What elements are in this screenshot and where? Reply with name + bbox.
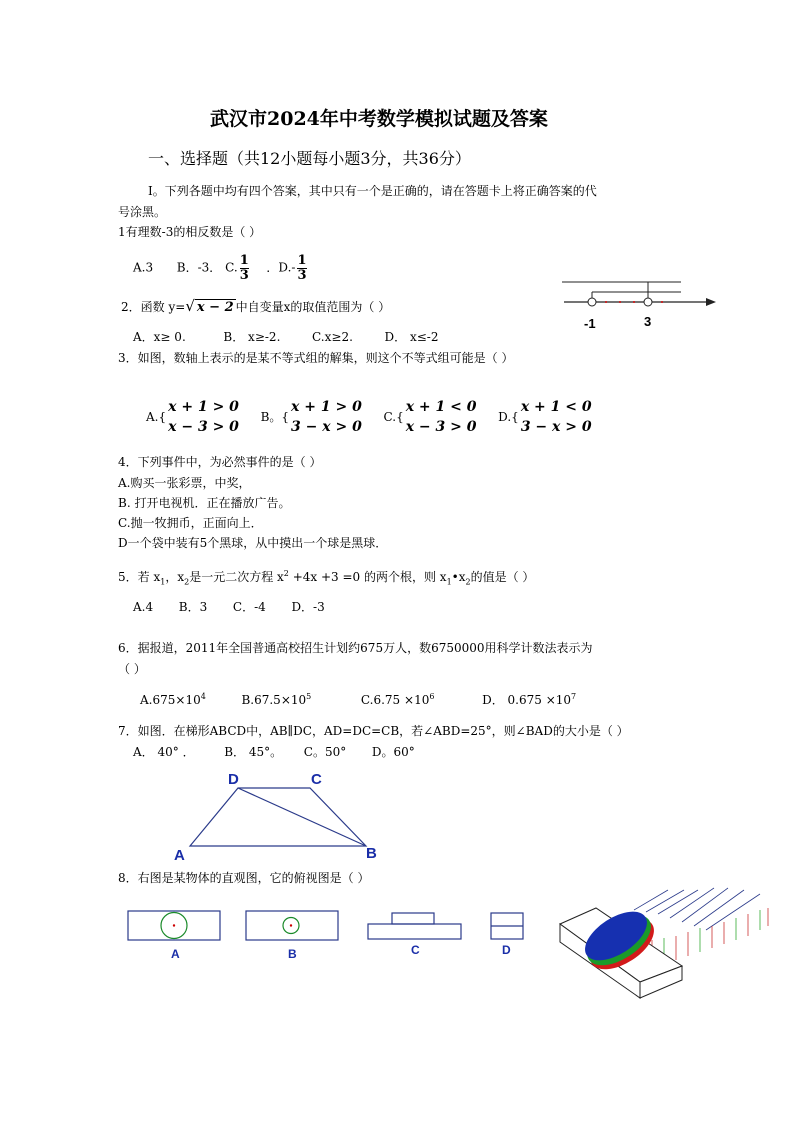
q6-option-d [482, 693, 576, 707]
q3-options [146, 397, 592, 438]
q6-option-a [140, 693, 206, 707]
option-text: C.6.75 ×10 [360, 693, 430, 707]
q5-stem [118, 569, 534, 587]
q4-option-a: A.购买一张彩票，中奖， [118, 476, 251, 490]
option-c-label: C [411, 943, 420, 957]
superscript: 2 [283, 569, 289, 578]
q6-option-b [241, 693, 311, 707]
q1-option-d: ．D.- [266, 260, 296, 275]
inequality-1: x + 1 > 0 [168, 399, 239, 415]
q7-option-c: C。50° [303, 745, 347, 759]
option-c-top [392, 913, 434, 924]
option-d-label: D [502, 943, 511, 957]
subscript: 2 [184, 577, 190, 587]
fraction-numerator: 1 [297, 253, 307, 268]
q4-stem: 4．下列事件中，为必然事件的是（ ） [118, 455, 322, 469]
trapezoid-figure [170, 768, 390, 868]
option-b-label: B [288, 947, 297, 961]
q2-function: y= [168, 300, 186, 314]
fraction-denominator: 3 [239, 267, 249, 283]
vertex-label-c: C [311, 771, 322, 788]
option-c-base [368, 924, 461, 939]
q3-option-c-system [406, 397, 477, 438]
tick-dot [633, 301, 635, 303]
inequality-2: x − 3 > 0 [405, 419, 477, 436]
q2-option-d: D． x≤-2 [384, 330, 439, 344]
inequality-1: x + 1 > 0 [291, 399, 362, 415]
exponent: 6 [429, 692, 435, 701]
sqrt-sign-icon: √ [185, 297, 195, 315]
inequality-2: 3 − x > 0 [291, 419, 362, 436]
object-3d-figure [556, 880, 776, 1005]
q2-stem [121, 297, 390, 316]
q3-option-a-system [168, 397, 239, 438]
q5-text: •x [451, 570, 466, 584]
q5-text: +4x +3 =0 的两个根，则 x [288, 570, 447, 584]
vertex-label-a: A [174, 847, 185, 864]
page-title: 武汉市2024年中考数学模拟试题及答案 [210, 108, 548, 130]
q1-option-d-fraction [297, 254, 306, 282]
q7-option-a: A． 40° ． [133, 745, 195, 759]
inequality-2: 3 − x > 0 [520, 419, 592, 436]
q2-stem-after: 中自变量x的取值范围为（ ） [235, 300, 391, 314]
subscript: 1 [160, 577, 166, 587]
tick-dot [619, 301, 621, 303]
q6-option-c [361, 693, 435, 707]
q2-option-a: A．x≥ 0. [133, 330, 186, 344]
q3-option-d-system [521, 397, 592, 438]
q4-option-d: D一个袋中装有5个黑球，从中摸出一个球是黑球． [118, 536, 388, 550]
q3-option-c-label: C.{ [383, 409, 404, 424]
q2-radicand: x − 2 [196, 300, 234, 315]
label-three: 3 [644, 314, 652, 329]
vertex-label-b: B [366, 845, 377, 862]
q5-text: 5．若 x [118, 570, 161, 584]
q1-stem: 1有理数-3的相反数是（ ） [118, 225, 262, 239]
q5-option-a: A.4 [133, 600, 154, 614]
q1-option-c: C. [225, 260, 238, 275]
q5-options [133, 600, 325, 614]
instruction-line-1: I。下列各题中均有四个答案，其中只有一个是正确的，请在答题卡上将正确答案的代 [148, 184, 597, 198]
label-minus-one: -1 [584, 316, 596, 331]
q4-option-c: C.抛一牧拥币，正面向上． [118, 516, 263, 530]
option-text: D． 0.675 ×10 [482, 693, 572, 707]
q1-option-b: B．-3． [176, 260, 222, 275]
q3-option-a-label: A.{ [146, 409, 167, 424]
q1-option-a: A.3 [133, 260, 154, 275]
inequality-2: x − 3 > 0 [168, 419, 239, 436]
q3-option-b-system [291, 397, 362, 438]
vertex-label-d: D [228, 771, 239, 788]
q6-stem-line-1: 6．据报道，2011年全国普通高校招生计划约675万人，数6750000用科学计数法表示为 [118, 641, 593, 655]
tick-dot [605, 301, 607, 303]
inequality-1: x + 1 < 0 [520, 399, 592, 415]
trapezoid-outline [190, 788, 366, 846]
q7-option-d: D。60° [371, 745, 415, 759]
top-view-options-figure [120, 905, 540, 965]
axis-arrow-icon [706, 298, 716, 306]
open-point-left [588, 298, 596, 306]
q7-stem: 7．如图．在梯形ABCD中，AB∥DC，AD=DC=CB，若∠ABD=25°，则∠BAD的大小是（ ） [118, 724, 629, 738]
option-text: A.675×10 [140, 693, 201, 707]
exponent: 5 [306, 692, 312, 701]
fraction-denominator: 3 [297, 267, 307, 283]
q7-options [133, 745, 415, 759]
q3-option-d-label: D.{ [498, 409, 519, 424]
inequality-1: x + 1 < 0 [405, 399, 477, 415]
diagonal-bd [238, 788, 366, 846]
option-a-center-dot [173, 924, 175, 926]
exponent: 7 [571, 692, 577, 701]
q7-option-b: B． 45°。 [224, 745, 283, 759]
instruction-line-2: 号涂黑。 [118, 205, 167, 219]
q2-option-b: B． x≥-2. [223, 330, 281, 344]
number-line-figure [556, 276, 726, 336]
q5-option-c: C．-4 [232, 600, 266, 614]
q6-options [140, 692, 576, 707]
q2-options [133, 330, 439, 344]
fraction-numerator: 1 [239, 253, 249, 268]
q2-stem-before: 2．函数 [121, 300, 165, 314]
q1-options [133, 254, 309, 282]
q4-option-b: B. 打开电视机．正在播放广告。 [118, 496, 291, 510]
q5-option-d: D．-3 [291, 600, 325, 614]
q5-option-b: B．3 [178, 600, 208, 614]
tick-dot [661, 301, 663, 303]
option-text: B.67.5×10 [241, 693, 307, 707]
open-point-right [644, 298, 652, 306]
option-b-center-dot [290, 924, 292, 926]
q5-text: ，x [165, 570, 185, 584]
section-heading: 一、选择题（共12小题每小题3分，共36分） [148, 149, 471, 168]
option-a-label: A [171, 947, 180, 961]
q1-option-c-fraction [240, 254, 249, 282]
q3-option-b-label: B。{ [260, 409, 290, 424]
subscript: 1 [446, 577, 452, 587]
q8-stem: 8．右图是某物体的直观图，它的俯视图是（ ） [118, 871, 370, 885]
exponent: 4 [200, 692, 206, 701]
subscript: 2 [465, 577, 471, 587]
q3-stem: 3．如图，数轴上表示的是某不等式组的解集，则这个不等式组可能是（ ） [118, 351, 514, 365]
q5-text: 的值是（ ） [470, 570, 535, 584]
q5-text: 是一元二次方程 x [189, 570, 284, 584]
q6-stem-line-2: （ ） [118, 662, 146, 676]
q2-option-c: C.x≥2. [312, 330, 353, 344]
